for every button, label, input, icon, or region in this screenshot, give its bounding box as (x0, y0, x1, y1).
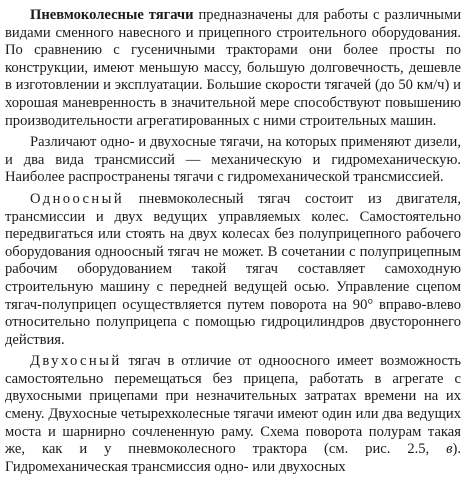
paragraph-text: предназначены для работы с различными видами сменного навесного и прицепного строительного оборудования. По сравнению с гусеничными тракторами они более просты по конструкции, имеют меньшую массу, большую долговечность, дешевле в изготовлении и эксплуатации. Большие скорости тягачей (до 50 км/ч) и хорошая маневренность в значительной мере способствуют повышению производительности агрегатированных с ними строительных машин. (5, 7, 461, 129)
paragraph-single-axle (5, 191, 461, 349)
paragraph-types (5, 134, 461, 187)
paragraph-text: Различают одно- и двухосные тягачи, на которых применяют дизели, и два вида трансмиссий — механическую и гидромеханическую. Наиболее распространены тягачи с гидромеханической трансмиссией. (5, 134, 461, 186)
lead-term: Пневмоколесные тягачи (30, 7, 194, 23)
document-page (5, 7, 461, 480)
paragraph-two-axle (5, 353, 461, 476)
figure-reference-letter: в (446, 441, 453, 458)
spaced-term: Двухосный (30, 353, 122, 370)
paragraph-text: пневмоколесный тягач состоит из двигателя, трансмиссии и двух ведущих управляемых колес. Самостоятельно передвигаться или стоять на двух колесах без полуприцепного рабочего оборудования одноосный тягач не может. В сочетании с полуприцепным рабочим оборудованием такой тягач составляет самоходную строительную машину с передней ведущей осью. Управление сцепом тягач-полуприцеп осуществляется путем поворота на 90° вправо-влево относительно полуприцепа с помощью гидроцилиндров двустороннего действия. (5, 190, 461, 348)
spaced-term: Одноосный (30, 190, 125, 207)
paragraph-text-end: ). Гидромеханическая трансмиссия одно- или двухосных (5, 441, 461, 475)
paragraph-wheeled-tractors (5, 7, 461, 130)
paragraph-text: тягач в отличие от одноосного имеет возможность самостоятельно перемещаться без прицепа, работать в агрегате с двухосными прицепами при незначительных затратах времени на их смену. Двухосные четырехколесные тягачи имеют один или два ведущих моста и шарнирно сочлененную раму. Схема поворота полурам такая же, как и у пневмоколесного трактора (см. рис. 2.5, (5, 353, 461, 458)
